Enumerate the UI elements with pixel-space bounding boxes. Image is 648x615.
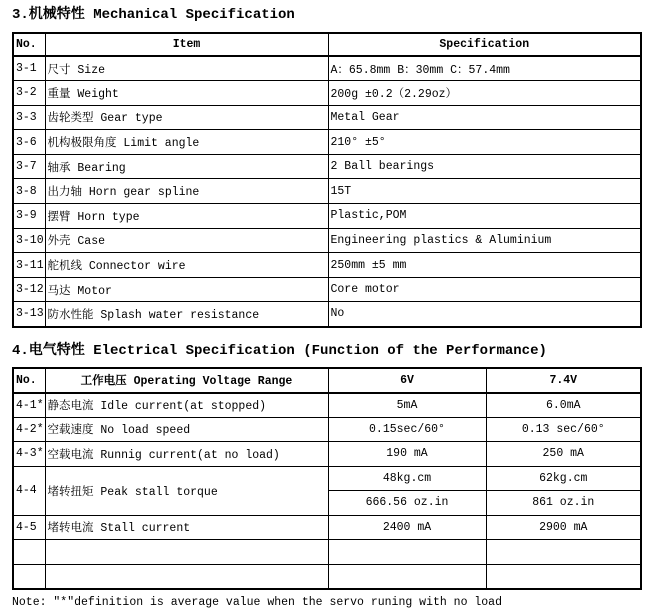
row-value-7-4v: 250 mA (486, 442, 641, 467)
empty-cell (486, 564, 641, 589)
row-no: 4-1* (13, 393, 45, 418)
table-row (13, 154, 641, 179)
row-spec: 210° ±5° (328, 130, 641, 155)
row-no: 3-10 (13, 228, 45, 253)
table-header-row (13, 368, 641, 393)
mechanical-spec-table (12, 32, 642, 328)
table-row (13, 56, 641, 81)
table-row (13, 302, 641, 327)
row-item: 机构极限角度 Limit angle (45, 130, 328, 155)
empty-cell (45, 564, 328, 589)
row-item: 堵转扭矩 Peak stall torque (45, 466, 328, 515)
table-row-empty (13, 564, 641, 589)
row-item: 齿轮类型 Gear type (45, 105, 328, 130)
row-no: 3-3 (13, 105, 45, 130)
row-no: 3-7 (13, 154, 45, 179)
table-row (13, 105, 641, 130)
row-value-7-4v: 6.0mA (486, 393, 641, 418)
row-item: 空载电流 Runnig current(at no load) (45, 442, 328, 467)
empty-cell (328, 564, 486, 589)
row-value-7-4v: 62kg.cm (486, 466, 641, 491)
table-row (13, 228, 641, 253)
table-row (13, 204, 641, 229)
row-no: 3-12 (13, 277, 45, 302)
row-item: 轴承 Bearing (45, 154, 328, 179)
row-no: 3-13 (13, 302, 45, 327)
table-row (13, 417, 641, 442)
row-value-6v-oz: 666.56 oz.in (328, 491, 486, 516)
table-row (13, 277, 641, 302)
row-no: 3-8 (13, 179, 45, 204)
row-item: 堵转电流 Stall current (45, 515, 328, 540)
table-row (13, 442, 641, 467)
row-no: 3-6 (13, 130, 45, 155)
row-value-6v: 48kg.cm (328, 466, 486, 491)
table-row (13, 466, 641, 491)
table-row (13, 81, 641, 106)
footnote: Note: "*"definition is average value when the servo runing with no load (12, 596, 502, 609)
table-row-empty (13, 540, 641, 565)
row-item: 静态电流 Idle current(at stopped) (45, 393, 328, 418)
row-value-6v: 190 mA (328, 442, 486, 467)
row-item: 防水性能 Splash water resistance (45, 302, 328, 327)
empty-cell (486, 540, 641, 565)
table-row (13, 130, 641, 155)
mechanical-spec-heading: 3.机械特性 Mechanical Specification (12, 7, 295, 23)
empty-cell (13, 564, 45, 589)
table-row (13, 515, 641, 540)
table-header-row (13, 33, 641, 56)
column-header-6v: 6V (328, 368, 486, 393)
row-no: 3-2 (13, 81, 45, 106)
empty-cell (328, 540, 486, 565)
row-value-7-4v: 0.13 sec/60° (486, 417, 641, 442)
row-spec: 250mm ±5 mm (328, 253, 641, 278)
row-item: 空载速度 No load speed (45, 417, 328, 442)
row-value-7-4v-oz: 861 oz.in (486, 491, 641, 516)
row-item: 外壳 Case (45, 228, 328, 253)
column-header-operating-voltage: 工作电压 Operating Voltage Range (45, 368, 328, 393)
row-item: 重量 Weight (45, 81, 328, 106)
row-no: 3-9 (13, 204, 45, 229)
column-header-item: Item (45, 33, 328, 56)
row-item: 舵机线 Connector wire (45, 253, 328, 278)
table-row (13, 253, 641, 278)
row-value-6v: 2400 mA (328, 515, 486, 540)
row-no: 4-4 (13, 466, 45, 515)
electrical-spec-heading: 4.电气特性 Electrical Specification (Function of the Performance) (12, 343, 547, 359)
empty-cell (45, 540, 328, 565)
row-spec: 2 Ball bearings (328, 154, 641, 179)
column-header-7-4v: 7.4V (486, 368, 641, 393)
table-row (13, 179, 641, 204)
row-spec: A：65.8mm B：30mm C：57.4mm (328, 56, 641, 81)
table-row (13, 393, 641, 418)
row-item: 尺寸 Size (45, 56, 328, 81)
row-no: 4-2* (13, 417, 45, 442)
column-header-no: No. (13, 368, 45, 393)
column-header-no: No. (13, 33, 45, 56)
row-value-6v: 0.15sec/60° (328, 417, 486, 442)
row-spec: 15T (328, 179, 641, 204)
row-spec: Plastic,POM (328, 204, 641, 229)
row-no: 3-1 (13, 56, 45, 81)
row-spec: Metal Gear (328, 105, 641, 130)
row-no: 3-11 (13, 253, 45, 278)
row-spec: Core motor (328, 277, 641, 302)
row-spec: No (328, 302, 641, 327)
row-item: 出力轴 Horn gear spline (45, 179, 328, 204)
row-value-7-4v: 2900 mA (486, 515, 641, 540)
column-header-specification: Specification (328, 33, 641, 56)
row-item: 摆臂 Horn type (45, 204, 328, 229)
row-no: 4-5 (13, 515, 45, 540)
row-item: 马达 Motor (45, 277, 328, 302)
row-spec: Engineering plastics & Aluminium (328, 228, 641, 253)
row-value-6v: 5mA (328, 393, 486, 418)
electrical-spec-table (12, 367, 642, 590)
row-spec: 200g ±0.2（2.29oz） (328, 81, 641, 106)
empty-cell (13, 540, 45, 565)
row-no: 4-3* (13, 442, 45, 467)
